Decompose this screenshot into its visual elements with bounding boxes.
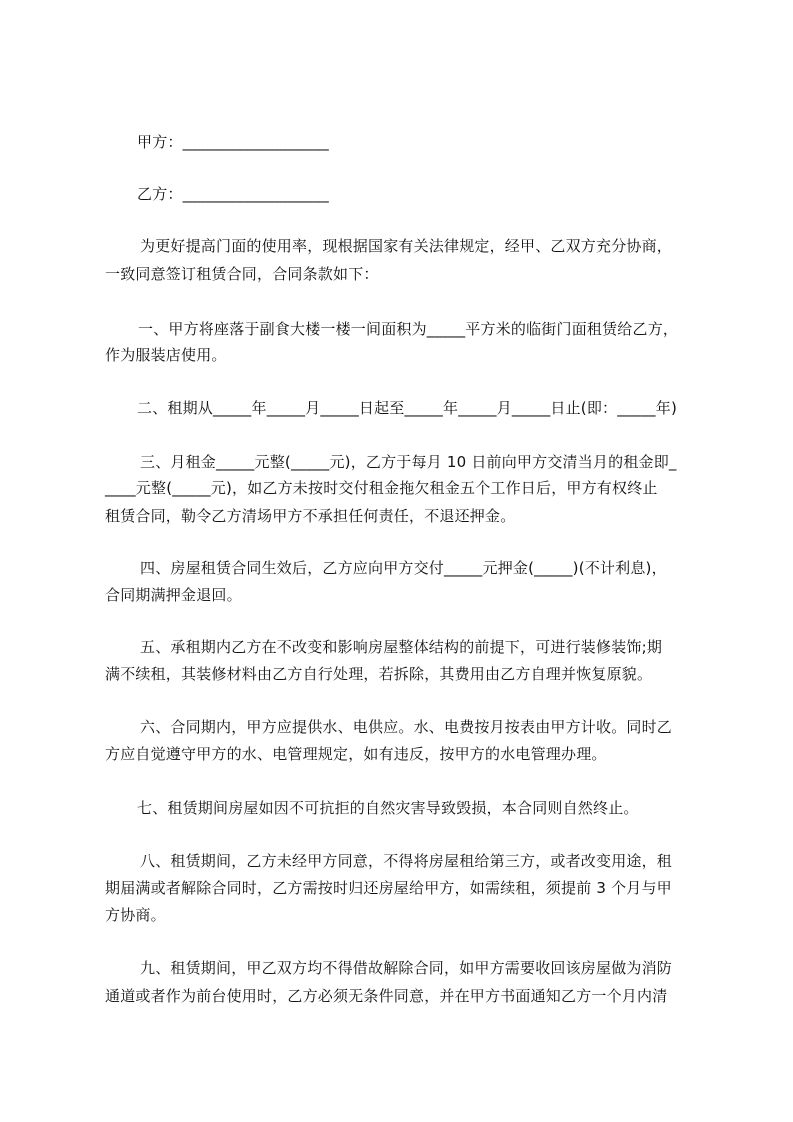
intro-line-2: 一致同意签订租赁合同，合同条款如下：: [105, 265, 379, 283]
clause-9-line-1: 九、租赁期间，甲乙双方均不得借故解除合同，如甲方需要收回该房屋做为消防: [140, 959, 673, 977]
clause-9-line-2: 通道或者作为前台使用时，乙方必须无条件同意，并在甲方书面通知乙方一个月内清: [105, 987, 668, 1005]
clause-3-line-2: ____元整(_____元)，如乙方未按时交付租金拖欠租金五个工作日后，甲方有权终止: [105, 479, 658, 497]
clause-1-line-1: 一、甲方将座落于副食大楼一楼一间面积为_____平方米的临街门面租赁给乙方，: [138, 320, 679, 338]
clause-4-line-1: 四、房屋租赁合同生效后，乙方应向甲方交付_____元押金(_____)(不计利息)，: [140, 559, 667, 577]
intro-line-1: 为更好提高门面的使用率，现根据国家有关法律规定，经甲、乙双方充分协商，: [140, 237, 673, 255]
clause-3-line-3: 租赁合同，勒令乙方清场甲方不承担任何责任，不退还押金。: [105, 507, 516, 525]
party-b-line: 乙方：___________________: [137, 185, 329, 203]
party-a-line: 甲方：___________________: [137, 133, 329, 151]
clause-4-line-2: 合同期满押金退回。: [105, 586, 242, 604]
clause-7-line-1: 七、租赁期间房屋如因不可抗拒的自然灾害导致毁损，本合同则自然终止。: [137, 799, 639, 817]
clause-6-line-2: 方应自觉遵守甲方的水、电管理规定，如有违反，按甲方的水电管理办理。: [105, 745, 607, 763]
clause-5-line-1: 五、承租期内乙方在不改变和影响房屋整体结构的前提下，可进行装修装饰;期: [140, 638, 663, 656]
clause-1-line-2: 作为服装店使用。: [105, 346, 227, 364]
clause-3-line-1: 三、月租金_____元整(_____元)，乙方于每月 10 日前向甲方交清当月的租金即_: [140, 453, 677, 471]
clause-2-line-1: 二、租期从_____年_____月_____日起至_____年_____月_____日止(即：_____年): [137, 399, 678, 417]
clause-8-line-3: 方协商。: [105, 906, 166, 924]
clause-6-line-1: 六、合同期内，甲方应提供水、电供应。水、电费按月按表由甲方计收。同时乙: [140, 718, 673, 736]
clause-8-line-1: 八、租赁期间，乙方未经甲方同意，不得将房屋租给第三方，或者改变用途，租: [140, 852, 673, 870]
clause-8-line-2: 期届满或者解除合同时，乙方需按时归还房屋给甲方，如需续租，须提前 3 个月与甲: [105, 879, 672, 897]
clause-5-line-2: 满不续租，其装修材料由乙方自行处理，若拆除，其费用由乙方自理并恢复原貌。: [105, 665, 653, 683]
